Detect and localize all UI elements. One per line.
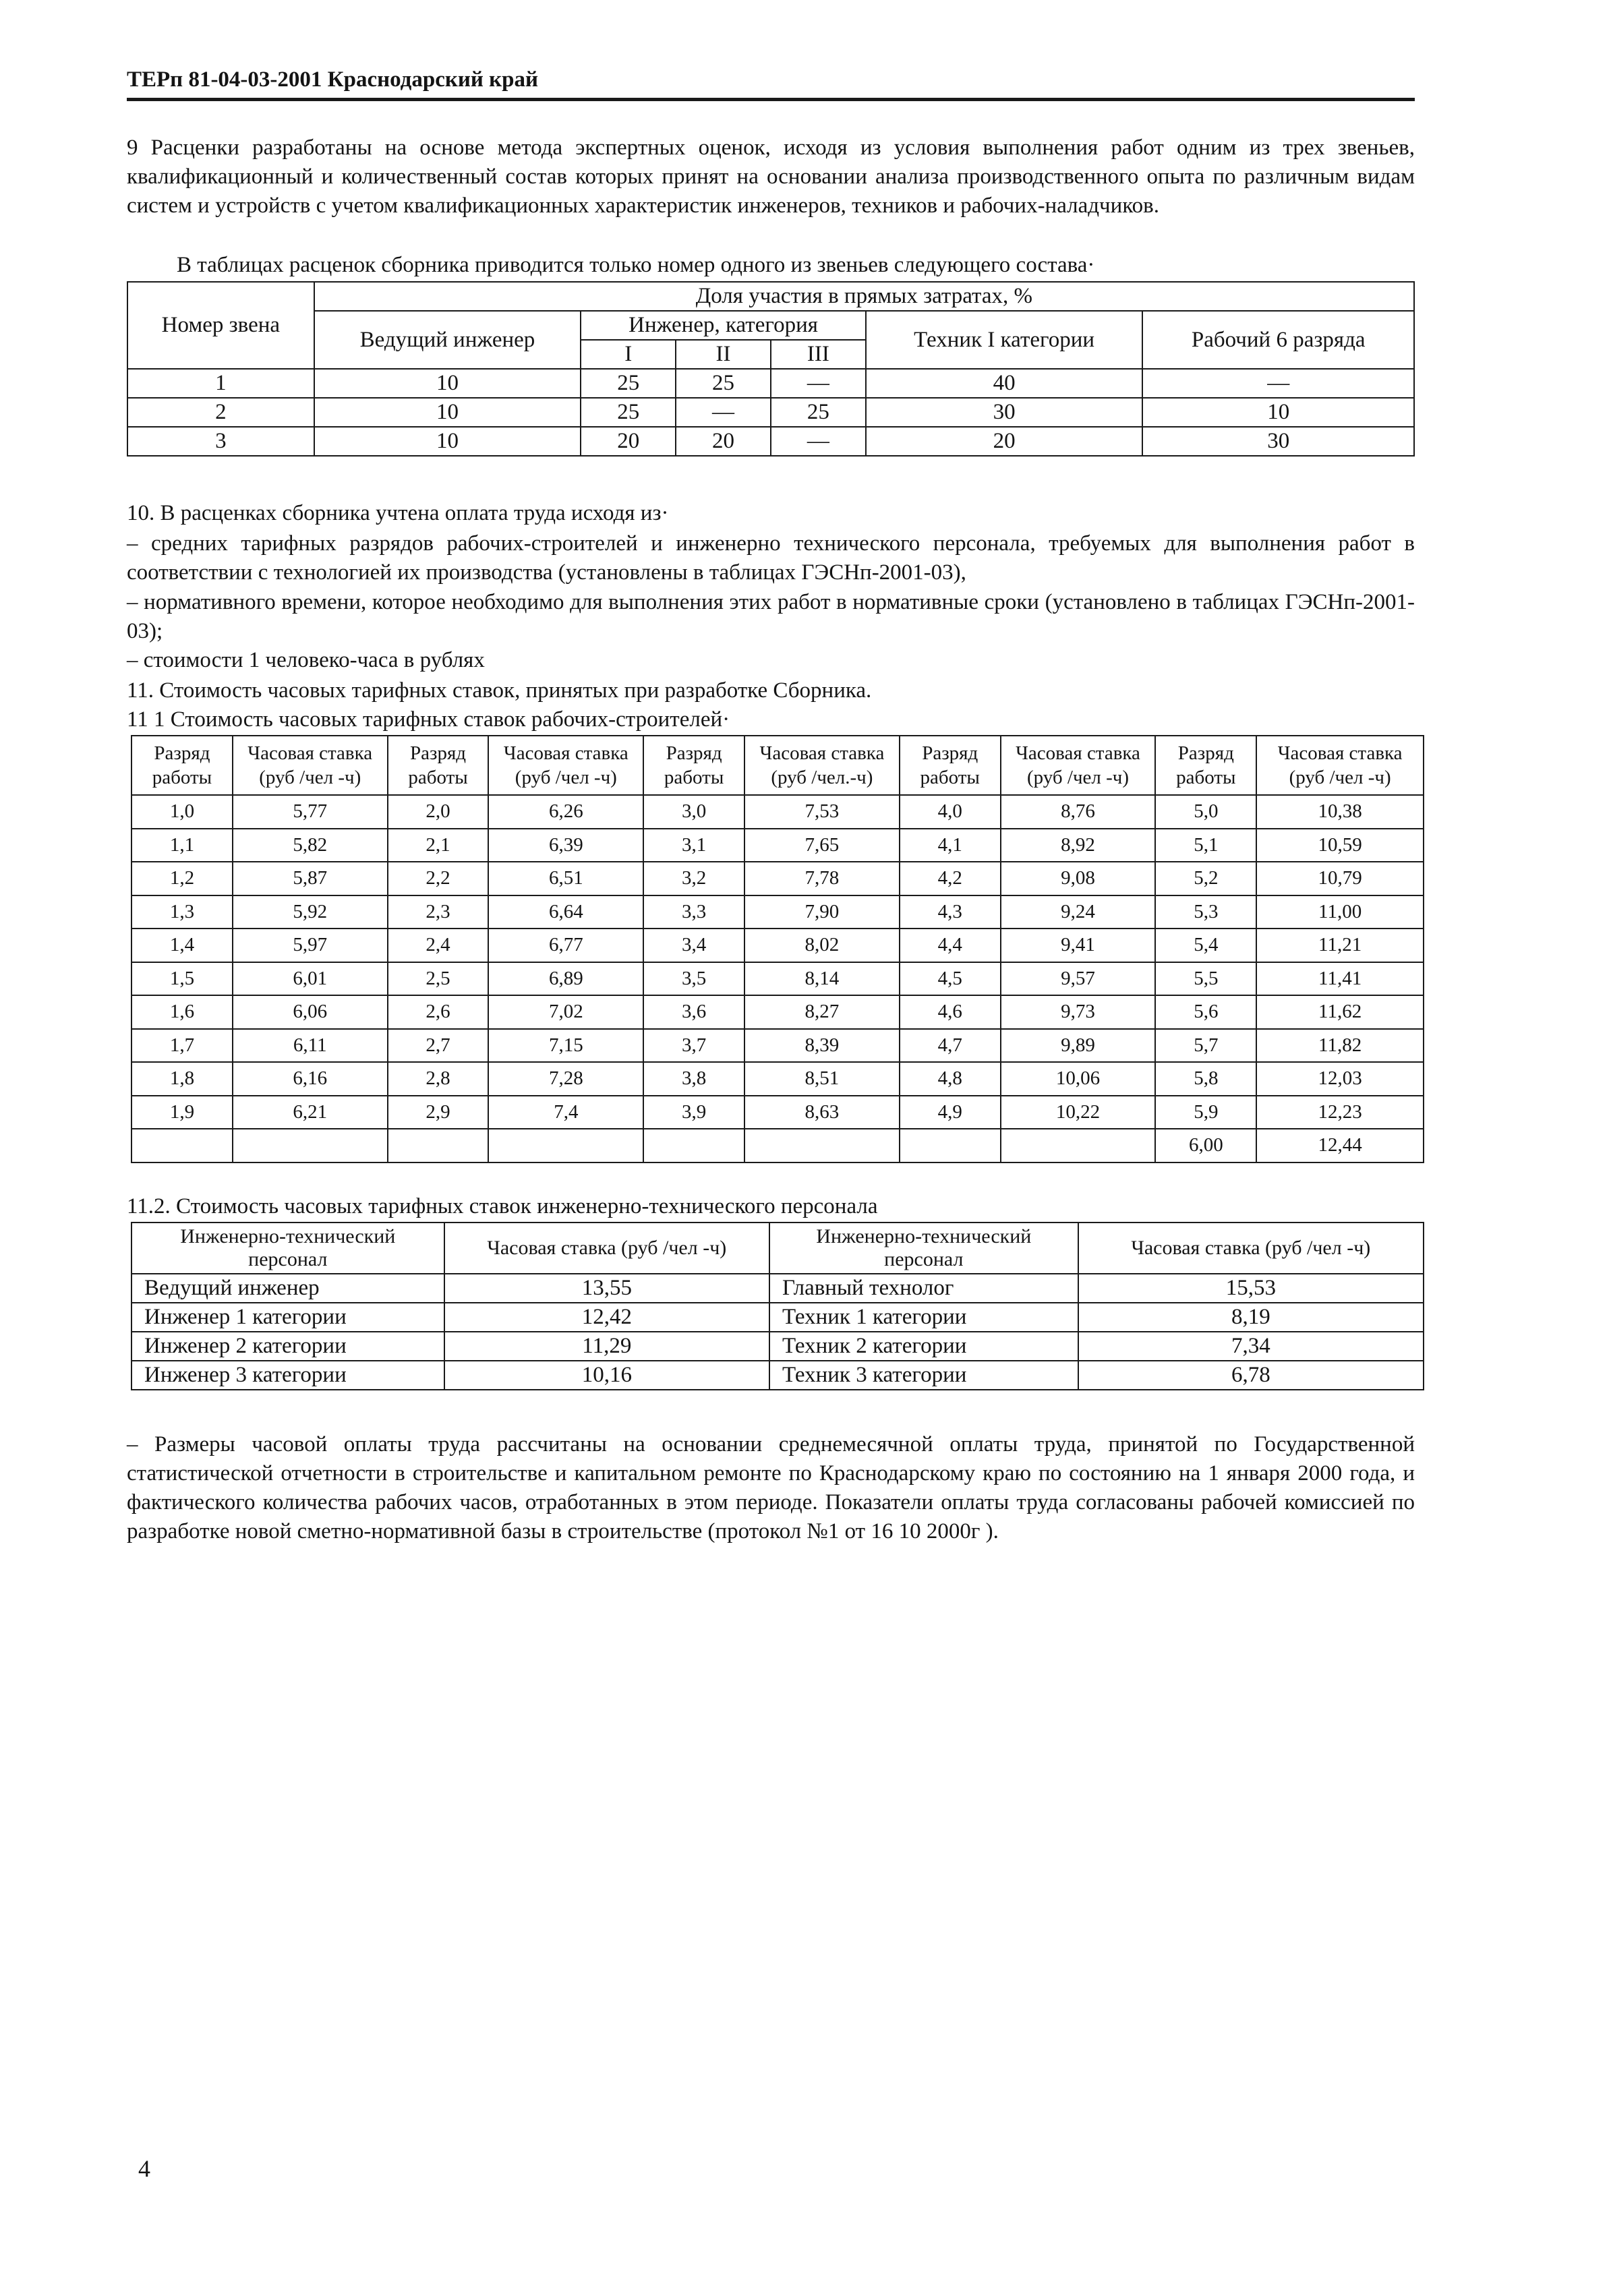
- table-cell: Ведущий инженер: [131, 1274, 444, 1303]
- table-cell: 1,4: [131, 929, 233, 962]
- table-cell: 7,78: [744, 862, 900, 895]
- col-rank-header: Разряд работы: [900, 736, 1001, 795]
- table-cell: 4,0: [900, 795, 1001, 829]
- table-cell: 6,16: [233, 1062, 388, 1096]
- workers-rates-table: [131, 735, 1424, 1163]
- table-cell: 3,0: [643, 795, 744, 829]
- final-paragraph: – Размеры часовой оплаты труда рассчитаны на основании среднемесячной оплаты труда, принятой по Государственной статистической отчетности в строительстве и капитальном ремонте по Краснодарскому краю по состоянию на 1 января 2000 года, и фактического количества рабочих часов, отработанных в этом периоде. Показатели оплаты труда согласованы рабочей комиссией по разработке новой сметно-нормативной базы в строительстве (протокол №1 от 16 10 2000г ).: [127, 1432, 1415, 1543]
- table-cell: 5,8: [1155, 1062, 1256, 1096]
- table-cell: 10,16: [444, 1361, 769, 1390]
- table-cell: Инженер 2 категории: [131, 1332, 444, 1361]
- paragraph-9: 9 Расценки разработаны на основе метода экспертных оценок, исходя из условия выполнения работ одним из трех звеньев, квалификационный и количественный состав которых принят на основании анализа производственного опыта по различным видам систем и устройств с учетом квалификационных характеристик инженеров, техников и рабочих-наладчиков.: [127, 136, 1415, 218]
- col-link-number: Номер звена: [127, 282, 314, 369]
- col-rank-header: Разряд работы: [1155, 736, 1256, 795]
- table-row: [131, 895, 1424, 929]
- table-cell: 2,3: [388, 895, 489, 929]
- table-cell: Техник 2 категории: [769, 1332, 1078, 1361]
- table-cell: [744, 1129, 900, 1162]
- table-row: [131, 862, 1424, 895]
- table-cell: 7,65: [744, 829, 900, 862]
- col-rate-header: Часовая ставка (руб /чел.-ч): [744, 736, 900, 795]
- paragraph-10-item-3: – стоимости 1 человеко-часа в рублях: [127, 648, 485, 672]
- table-cell: 1,8: [131, 1062, 233, 1096]
- table-cell: Главный технолог: [769, 1274, 1078, 1303]
- col-rank-header: Разряд работы: [388, 736, 489, 795]
- table-cell: 4,8: [900, 1062, 1001, 1096]
- table-cell: 20: [676, 427, 771, 456]
- table-cell: 5,5: [1155, 962, 1256, 996]
- table-cell: 8,76: [1001, 795, 1156, 829]
- table-cell: 10: [314, 427, 581, 456]
- table-cell: 25: [676, 369, 771, 398]
- paragraph-11: 11. Стоимость часовых тарифных ставок, принятых при разработке Сборника.: [127, 678, 872, 703]
- table-cell: [388, 1129, 489, 1162]
- table-cell: 6,64: [488, 895, 643, 929]
- table-cell: 6,00: [1155, 1129, 1256, 1162]
- table-row: [131, 1332, 1424, 1361]
- table-cell: 5,7: [1155, 1029, 1256, 1063]
- table-cell: 1,9: [131, 1096, 233, 1129]
- table-cell: 5,97: [233, 929, 388, 962]
- table-cell: 8,63: [744, 1096, 900, 1129]
- itr-rates-table: [131, 1222, 1424, 1390]
- table-cell: 12,44: [1256, 1129, 1424, 1162]
- col-lead-engineer: Ведущий инженер: [314, 311, 581, 369]
- table-cell: 10: [314, 398, 581, 427]
- table-row: [131, 1062, 1424, 1096]
- col-staff-header: Инженерно-технический персонал: [769, 1223, 1078, 1274]
- table-cell: 5,9: [1155, 1096, 1256, 1129]
- table-cell: 4,3: [900, 895, 1001, 929]
- paragraph-10-item-1: – средних тарифных разрядов рабочих-строителей и инженерно технического персонала, требуемых для выполнения работ в соответствии с технологией их производства (установлены в таблицах ГЭСНп-2001-03),: [127, 531, 1415, 585]
- table-cell: Техник 3 категории: [769, 1361, 1078, 1390]
- table-cell: 9,41: [1001, 929, 1156, 962]
- col-rate-header: Часовая ставка (руб /чел -ч): [1256, 736, 1424, 795]
- table-cell: 5,2: [1155, 862, 1256, 895]
- table-row: [131, 1303, 1424, 1332]
- table-cell: [643, 1129, 744, 1162]
- table-cell: 11,21: [1256, 929, 1424, 962]
- table-cell: 11,29: [444, 1332, 769, 1361]
- table-row: [131, 1274, 1424, 1303]
- table-cell: 1,6: [131, 995, 233, 1029]
- col-share-header: Доля участия в прямых затратах, %: [314, 282, 1414, 311]
- col-worker: Рабочий 6 разряда: [1142, 311, 1414, 369]
- col-rank-header: Разряд работы: [131, 736, 233, 795]
- table-cell: 5,87: [233, 862, 388, 895]
- col-staff-header: Инженерно-технический персонал: [131, 1223, 444, 1274]
- table-row: [131, 1129, 1424, 1162]
- table-cell: 5,82: [233, 829, 388, 862]
- table-cell: 7,90: [744, 895, 900, 929]
- col-rate-header: Часовая ставка (руб /чел -ч): [444, 1223, 769, 1274]
- table-cell: 4,6: [900, 995, 1001, 1029]
- table-cell: 6,06: [233, 995, 388, 1029]
- table-cell: 7,4: [488, 1096, 643, 1129]
- table-cell: 4,2: [900, 862, 1001, 895]
- col-cat-3: III: [771, 340, 866, 369]
- table-cell: —: [1142, 369, 1414, 398]
- table-cell: 5,1: [1155, 829, 1256, 862]
- table-cell: 9,57: [1001, 962, 1156, 996]
- paragraph-9-intro: В таблицах расценок сборника приводится только номер одного из звеньев следующего состава·: [177, 253, 1095, 277]
- table-row: [131, 1361, 1424, 1390]
- table-cell: 8,92: [1001, 829, 1156, 862]
- table-cell: —: [676, 398, 771, 427]
- table-cell: 5,77: [233, 795, 388, 829]
- table-cell: 10,06: [1001, 1062, 1156, 1096]
- table-cell: [233, 1129, 388, 1162]
- table-cell: [1001, 1129, 1156, 1162]
- table-cell: 3,8: [643, 1062, 744, 1096]
- table-cell: 1,3: [131, 895, 233, 929]
- col-technician: Техник I категории: [866, 311, 1143, 369]
- col-rate-header: Часовая ставка (руб /чел -ч): [1078, 1223, 1424, 1274]
- table-cell: 2,8: [388, 1062, 489, 1096]
- table-cell: 9,24: [1001, 895, 1156, 929]
- table-cell: 1,1: [131, 829, 233, 862]
- table-cell: 11,00: [1256, 895, 1424, 929]
- col-rate-header: Часовая ставка (руб /чел -ч): [1001, 736, 1156, 795]
- col-engineer-category: Инженер, категория: [581, 311, 866, 340]
- table-cell: [488, 1129, 643, 1162]
- table-cell: Инженер 1 категории: [131, 1303, 444, 1332]
- table-cell: 1,2: [131, 862, 233, 895]
- table-cell: 2: [127, 398, 314, 427]
- table-cell: 10,38: [1256, 795, 1424, 829]
- table-cell: Инженер 3 категории: [131, 1361, 444, 1390]
- col-cat-2: II: [676, 340, 771, 369]
- table-row: [131, 795, 1424, 829]
- table-row: [131, 929, 1424, 962]
- table-cell: 7,34: [1078, 1332, 1424, 1361]
- table-cell: 1: [127, 369, 314, 398]
- table-cell: 6,21: [233, 1096, 388, 1129]
- table-row: [131, 995, 1424, 1029]
- table-cell: 5,3: [1155, 895, 1256, 929]
- table-cell: 8,19: [1078, 1303, 1424, 1332]
- table-cell: 12,23: [1256, 1096, 1424, 1129]
- table-cell: 20: [866, 427, 1143, 456]
- paragraph-10: 10. В расценках сборника учтена оплата труда исходя из·: [127, 501, 669, 525]
- table-cell: 4,9: [900, 1096, 1001, 1129]
- table-cell: 8,27: [744, 995, 900, 1029]
- paragraph-11-1: 11 1 Стоимость часовых тарифных ставок рабочих-строителей·: [127, 707, 730, 732]
- table-cell: 10,59: [1256, 829, 1424, 862]
- table-cell: 10: [1142, 398, 1414, 427]
- table-cell: 7,53: [744, 795, 900, 829]
- table-cell: 3: [127, 427, 314, 456]
- table-cell: 10,22: [1001, 1096, 1156, 1129]
- table-cell: 3,9: [643, 1096, 744, 1129]
- paragraph-10-item-2: – нормативного времени, которое необходимо для выполнения этих работ в нормативные сроки (установлено в таблицах ГЭСНп-2001-03);: [127, 590, 1415, 643]
- table-row: [131, 962, 1424, 996]
- table-cell: 3,2: [643, 862, 744, 895]
- col-rate-header: Часовая ставка (руб /чел -ч): [233, 736, 388, 795]
- table-cell: 15,53: [1078, 1274, 1424, 1303]
- table-cell: 10,79: [1256, 862, 1424, 895]
- table-cell: 12,42: [444, 1303, 769, 1332]
- table-cell: 6,01: [233, 962, 388, 996]
- table-cell: 6,89: [488, 962, 643, 996]
- table-row: [127, 427, 1414, 456]
- table-cell: 6,26: [488, 795, 643, 829]
- col-rate-header: Часовая ставка (руб /чел -ч): [488, 736, 643, 795]
- table-row: [127, 398, 1414, 427]
- table-cell: 25: [581, 369, 676, 398]
- page-number: 4: [138, 2155, 150, 2182]
- table-cell: 8,02: [744, 929, 900, 962]
- table-row: [131, 1029, 1424, 1063]
- table-cell: 12,03: [1256, 1062, 1424, 1096]
- table-cell: 7,15: [488, 1029, 643, 1063]
- table-cell: 3,7: [643, 1029, 744, 1063]
- table-cell: Техник 1 категории: [769, 1303, 1078, 1332]
- table-cell: 1,7: [131, 1029, 233, 1063]
- table-cell: [900, 1129, 1001, 1162]
- table-cell: 10: [314, 369, 581, 398]
- table-cell: 9,89: [1001, 1029, 1156, 1063]
- table-row: [131, 829, 1424, 862]
- link-composition-table: [127, 281, 1415, 457]
- table-cell: 30: [866, 398, 1143, 427]
- table-cell: 4,4: [900, 929, 1001, 962]
- page-header: ТЕРп 81-04-03-2001 Краснодарский край: [127, 67, 1415, 101]
- table-cell: —: [771, 427, 866, 456]
- paragraph-11-2: 11.2. Стоимость часовых тарифных ставок инженерно-технического персонала: [127, 1194, 878, 1218]
- table-cell: 25: [581, 398, 676, 427]
- table-cell: 5,92: [233, 895, 388, 929]
- table-cell: 2,9: [388, 1096, 489, 1129]
- table-cell: 6,77: [488, 929, 643, 962]
- table-cell: 3,4: [643, 929, 744, 962]
- table-cell: 2,4: [388, 929, 489, 962]
- table-cell: 40: [866, 369, 1143, 398]
- table-cell: 5,0: [1155, 795, 1256, 829]
- col-rank-header: Разряд работы: [643, 736, 744, 795]
- table-cell: 2,0: [388, 795, 489, 829]
- table-cell: 6,11: [233, 1029, 388, 1063]
- table-cell: 11,82: [1256, 1029, 1424, 1063]
- table-cell: 7,28: [488, 1062, 643, 1096]
- table-cell: 4,1: [900, 829, 1001, 862]
- table-cell: 30: [1142, 427, 1414, 456]
- col-cat-1: I: [581, 340, 676, 369]
- table-cell: 20: [581, 427, 676, 456]
- table-row: [127, 369, 1414, 398]
- table-cell: 5,4: [1155, 929, 1256, 962]
- table-cell: 2,7: [388, 1029, 489, 1063]
- table-cell: 3,3: [643, 895, 744, 929]
- table-cell: 4,7: [900, 1029, 1001, 1063]
- table-cell: 6,78: [1078, 1361, 1424, 1390]
- table-cell: 1,0: [131, 795, 233, 829]
- table-cell: 9,08: [1001, 862, 1156, 895]
- table-cell: 2,1: [388, 829, 489, 862]
- table-cell: 8,39: [744, 1029, 900, 1063]
- table-cell: —: [771, 369, 866, 398]
- table-cell: [131, 1129, 233, 1162]
- table-cell: 3,6: [643, 995, 744, 1029]
- table-cell: 9,73: [1001, 995, 1156, 1029]
- table-cell: 2,2: [388, 862, 489, 895]
- table-cell: 11,62: [1256, 995, 1424, 1029]
- table-cell: 5,6: [1155, 995, 1256, 1029]
- table-cell: 2,5: [388, 962, 489, 996]
- table-cell: 2,6: [388, 995, 489, 1029]
- table-cell: 3,1: [643, 829, 744, 862]
- table-cell: 7,02: [488, 995, 643, 1029]
- table-cell: 4,5: [900, 962, 1001, 996]
- table-cell: 25: [771, 398, 866, 427]
- table-cell: 11,41: [1256, 962, 1424, 996]
- table-cell: 3,5: [643, 962, 744, 996]
- table-cell: 6,39: [488, 829, 643, 862]
- table-cell: 8,14: [744, 962, 900, 996]
- table-cell: 6,51: [488, 862, 643, 895]
- table-cell: 8,51: [744, 1062, 900, 1096]
- table-row: [131, 1096, 1424, 1129]
- table-cell: 1,5: [131, 962, 233, 996]
- table-cell: 13,55: [444, 1274, 769, 1303]
